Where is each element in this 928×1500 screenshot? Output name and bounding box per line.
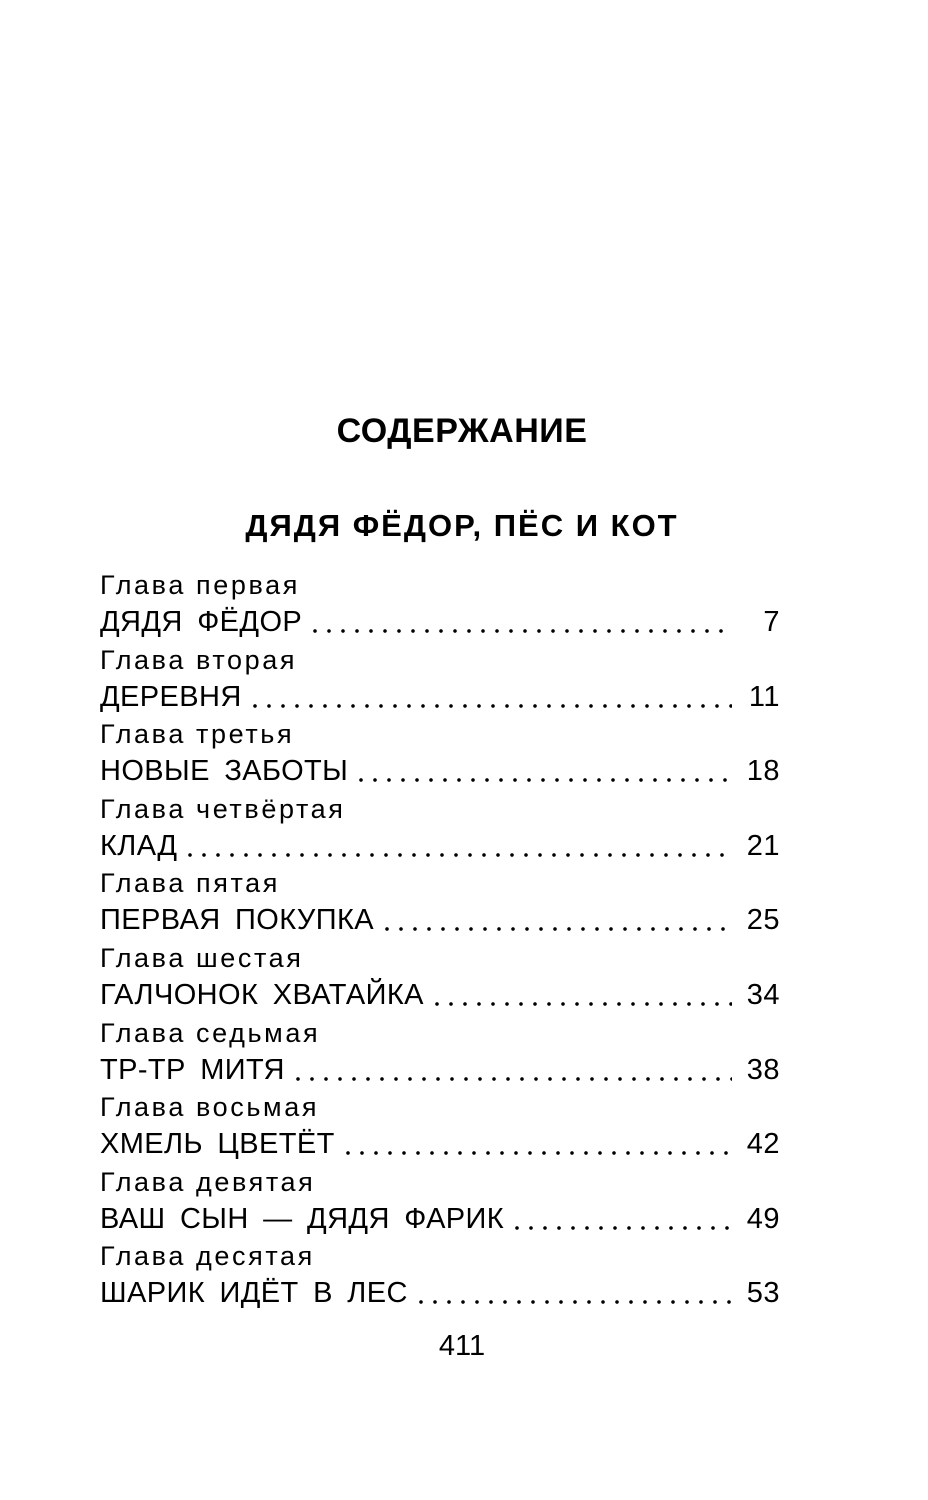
- chapter-page-number: 21: [746, 829, 780, 862]
- chapter-page-number: 53: [746, 1277, 780, 1310]
- dot-leader: [291, 1077, 732, 1081]
- chapter-title: КЛАД: [100, 829, 178, 862]
- chapter-title: ДЯДЯ ФЁДОР: [100, 606, 303, 638]
- toc-entry-line: [100, 604, 780, 640]
- chapter-page-number: 18: [746, 755, 780, 788]
- chapter-title: ШАРИК ИДЁТ В ЛЕС: [100, 1277, 408, 1310]
- toc-entry-line: [100, 1275, 780, 1311]
- chapter-title: ХМЕЛЬ ЦВЕТЁТ: [100, 1128, 335, 1161]
- chapter-title: ВАШ СЫН — ДЯДЯ ФАРИК: [100, 1202, 505, 1235]
- dot-leader: [341, 1151, 732, 1155]
- toc-entry-line: [100, 1126, 780, 1162]
- chapter-label: Глава пятая: [100, 868, 280, 899]
- dot-leader: [183, 853, 732, 857]
- toc-entry: [100, 868, 780, 943]
- chapter-page-number: 34: [746, 978, 780, 1011]
- chapter-label: Глава девятая: [100, 1166, 316, 1197]
- toc-entry: [100, 1092, 780, 1167]
- chapter-title: ТР-ТР МИТЯ: [100, 1053, 285, 1086]
- chapter-label: Глава третья: [100, 719, 295, 750]
- chapter-label: Глава вторая: [100, 644, 298, 675]
- toc-entry: [100, 719, 780, 794]
- toc-entry: [100, 1167, 780, 1242]
- toc-entry: [100, 645, 780, 720]
- chapter-label: Глава восьмая: [100, 1092, 320, 1123]
- chapter-title: НОВЫЕ ЗАБОТЫ: [100, 755, 349, 788]
- toc-entry-line: [100, 1052, 780, 1088]
- table-of-contents: [100, 570, 780, 1316]
- toc-entry-line: [100, 828, 780, 864]
- toc-entry-line: [100, 753, 780, 789]
- dot-leader: [510, 1226, 732, 1230]
- section-title: ДЯДЯ ФЁДОР, ПЁС И КОТ: [245, 508, 679, 543]
- toc-entry: [100, 570, 780, 645]
- chapter-title: ПЕРВАЯ ПОКУПКА: [100, 904, 374, 937]
- toc-entry: [100, 1018, 780, 1093]
- chapter-page-number: 38: [746, 1053, 780, 1086]
- chapter-page-number: 25: [746, 904, 780, 937]
- toc-entry-line: [100, 1201, 780, 1237]
- toc-entry: [100, 943, 780, 1018]
- chapter-title: ДЕРЕВНЯ: [100, 680, 242, 713]
- chapter-page-number: 7: [763, 606, 780, 638]
- toc-entry: [100, 1241, 780, 1316]
- chapter-label: Глава седьмая: [100, 1017, 321, 1048]
- dot-leader: [248, 704, 732, 708]
- page-number: 411: [438, 1330, 486, 1362]
- chapter-label: Глава десятая: [100, 1241, 315, 1272]
- toc-entry-line: [100, 679, 780, 715]
- chapter-page-number: 11: [748, 680, 780, 713]
- chapter-page-number: 49: [746, 1202, 780, 1235]
- chapter-label: Глава шестая: [100, 942, 304, 973]
- toc-entry-line: [100, 902, 780, 938]
- dot-leader: [308, 629, 732, 633]
- toc-entry-line: [100, 977, 780, 1013]
- chapter-label: Глава первая: [100, 570, 300, 600]
- chapter-label: Глава четвёртая: [100, 793, 346, 824]
- page-title: СОДЕРЖАНИЕ: [336, 412, 588, 450]
- dot-leader: [354, 778, 732, 782]
- toc-entry: [100, 794, 780, 869]
- dot-leader: [414, 1300, 732, 1304]
- dot-leader: [430, 1002, 732, 1006]
- dot-leader: [380, 927, 732, 931]
- chapter-page-number: 42: [746, 1128, 780, 1161]
- chapter-title: ГАЛЧОНОК ХВАТАЙКА: [100, 978, 424, 1011]
